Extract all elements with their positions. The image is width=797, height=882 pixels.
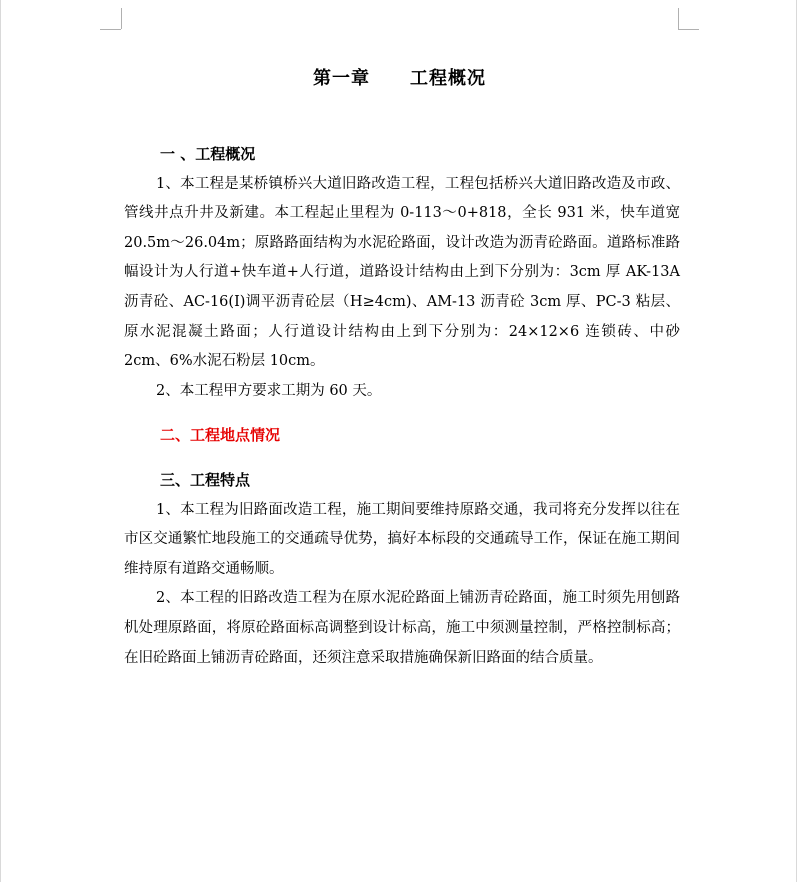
paragraph: 1、本工程为旧路面改造工程，施工期间要维持原路交通，我司将充分发挥以往在市区交通繁忙地段施工的交通疏导优势，搞好本标段的交通疏导工作，保证在施工期间维持原有道路交通畅顺。: [124, 501, 680, 577]
section-heading: 三、工程特点: [160, 470, 251, 489]
paragraph: 2、本工程的旧路改造工程为在原水泥砼路面上铺沥青砼路面，施工时须先用刨路机处理原路面，将原砼路面标高调整到设计标高，施工中须测量控制，严格控制标高；在旧砼路面上铺沥青砼路面，还须注意采取措施确保新旧路面的结合质量。: [124, 590, 680, 666]
section-heading: 一 、工程概况: [160, 145, 256, 163]
crop-mark-top-right: [678, 8, 679, 29]
crop-mark-top-right: [678, 29, 699, 30]
crop-mark-top-left: [121, 8, 122, 29]
chapter-title: [1, 64, 797, 90]
chapter-name: 工程概况: [410, 68, 486, 89]
paragraph: 2、本工程甲方要求工期为 60 天。: [156, 382, 382, 399]
paragraph: 1、本工程是某桥镇桥兴大道旧路改造工程，工程包括桥兴大道旧路改造及市政、管线井点升井及新建。本工程起止里程为 0-113～0+818，全长 931 米，快车道宽 20.5m～26.04m；原路路面结构为水泥砼路面，设计改造为沥青砼路面。道路标准路幅设计为人行道+快车道+人行道，道路设计结构由上到下分别为：3cm 厚 AK-13A 沥青砼、AC-16(I)调平沥青砼层（H≥4cm)、AM-13 沥青砼 3cm 厚、PC-3 粘层、原水泥混凝土路面；人行道设计结构由上到下分别为：24×12×6 连锁砖、中砂 2cm、6%水泥石粉层 10cm。: [124, 175, 680, 370]
section-heading: 二、工程地点情况: [160, 426, 281, 445]
document-body: [124, 140, 680, 673]
chapter-number: 第一章: [313, 68, 370, 89]
crop-mark-top-left: [100, 29, 121, 30]
